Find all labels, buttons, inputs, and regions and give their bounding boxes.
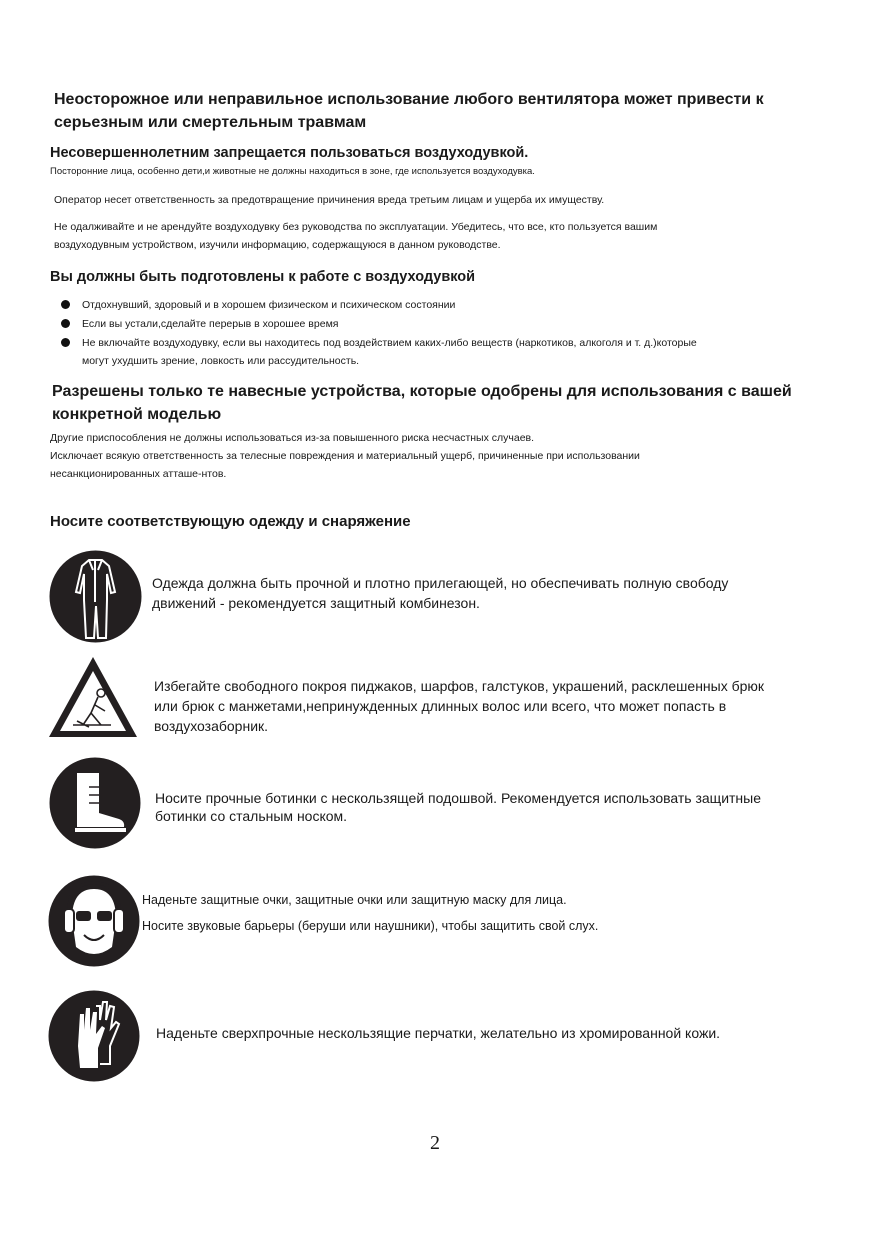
attachments-line-3: несанкционированных атташе-нтов. (50, 468, 227, 480)
bullet-text: Если вы устали,сделайте перерыв в хорошее время (82, 318, 339, 330)
bullet-dot (61, 338, 70, 347)
prepared-title: Вы должны быть подготовлены к работе с воздуходувкой (50, 269, 476, 285)
clothing-title: Носите соответствующую одежду и снаряжение (50, 513, 411, 530)
bullet-dot (61, 319, 70, 328)
bullet-text: могут ухудшить зрение, ловкость или рассудительность. (82, 355, 360, 367)
attachments-line-2: Исключает всякую ответственность за телесные повреждения и материальный ущерб, причиненные при использовании (50, 450, 640, 462)
gloves-icon (48, 990, 140, 1087)
page-heading: Неосторожное или неправильное использование любого вентилятора может привести к серьезным или смертельным травмам (54, 91, 764, 131)
minors-line-1: Посторонние лица, особенно дети,и животные не должны находиться в зоне, где используется воздуходувка. (50, 166, 535, 177)
minors-line-3b: воздуходувным устройством, изучили информацию, содержащуюся в данном руководстве. (54, 239, 501, 251)
bullet-text: Не включайте воздуходувку, если вы находитесь под воздействием каких-либо веществ (наркотиков, алкоголя и т. д.)которые (82, 337, 697, 349)
coverall-icon (49, 550, 142, 648)
clothing-item-4-line-2: Носите звуковые барьеры (беруши или наушники), чтобы защитить свой слух. (142, 919, 599, 933)
minors-line-2: Оператор несет ответственность за предотвращение причинения вреда третьим лицам и ущерба их имуществу. (54, 194, 605, 206)
clothing-item-2-line-1: Избегайте свободного покроя пиджаков, шарфов, галстуков, украшений, расклешенных брюк (154, 678, 765, 694)
clothing-item-4-line-1: Наденьте защитные очки, защитные очки или защитную маску для лица. (142, 893, 567, 907)
safety-boot-icon (49, 757, 141, 854)
clothing-item-5-line-1: Наденьте сверхпрочные нескользящие перчатки, желательно из хромированной кожи. (156, 1025, 721, 1041)
page-number: 2 (430, 1132, 440, 1154)
clothing-item-1-line-1: Одежда должна быть прочной и плотно прилегающей, но обеспечивать полную свободу (152, 575, 729, 591)
attachments-title: Разрешены только те навесные устройства, которые одобрены для использования с вашей конкретной моделью (52, 383, 792, 423)
clothing-item-2-line-3: воздухозаборник. (154, 718, 269, 734)
goggles-earmuffs-icon (48, 875, 140, 972)
clothing-item-3-line-1: Носите прочные ботинки с нескользящей подошвой. Рекомендуется использовать защитные (155, 790, 762, 806)
clothing-item-3-line-2: ботинки со стальным носком. (155, 808, 348, 824)
bullet-dot (61, 300, 70, 309)
attachments-line-1: Другие приспособления не должны использоваться из-за повышенного риска несчастных случаев. (50, 432, 535, 444)
minors-line-3a: Не одалживайте и не арендуйте воздуходувку без руководства по эксплуатации. Убедитесь, что все, кто пользуется вашим (54, 221, 658, 233)
bullet-text: Отдохнувший, здоровый и в хорошем физическом и психическом состоянии (82, 299, 456, 311)
entanglement-warning-icon (47, 655, 139, 744)
minors-title: Несовершеннолетним запрещается пользоваться воздуходувкой. (50, 145, 529, 161)
clothing-item-1-line-2: движений - рекомендуется защитный комбинезон. (152, 595, 480, 611)
clothing-item-2-line-2: или брюк с манжетами,непринужденных длинных волос или всего, что может попасть в (154, 698, 727, 714)
